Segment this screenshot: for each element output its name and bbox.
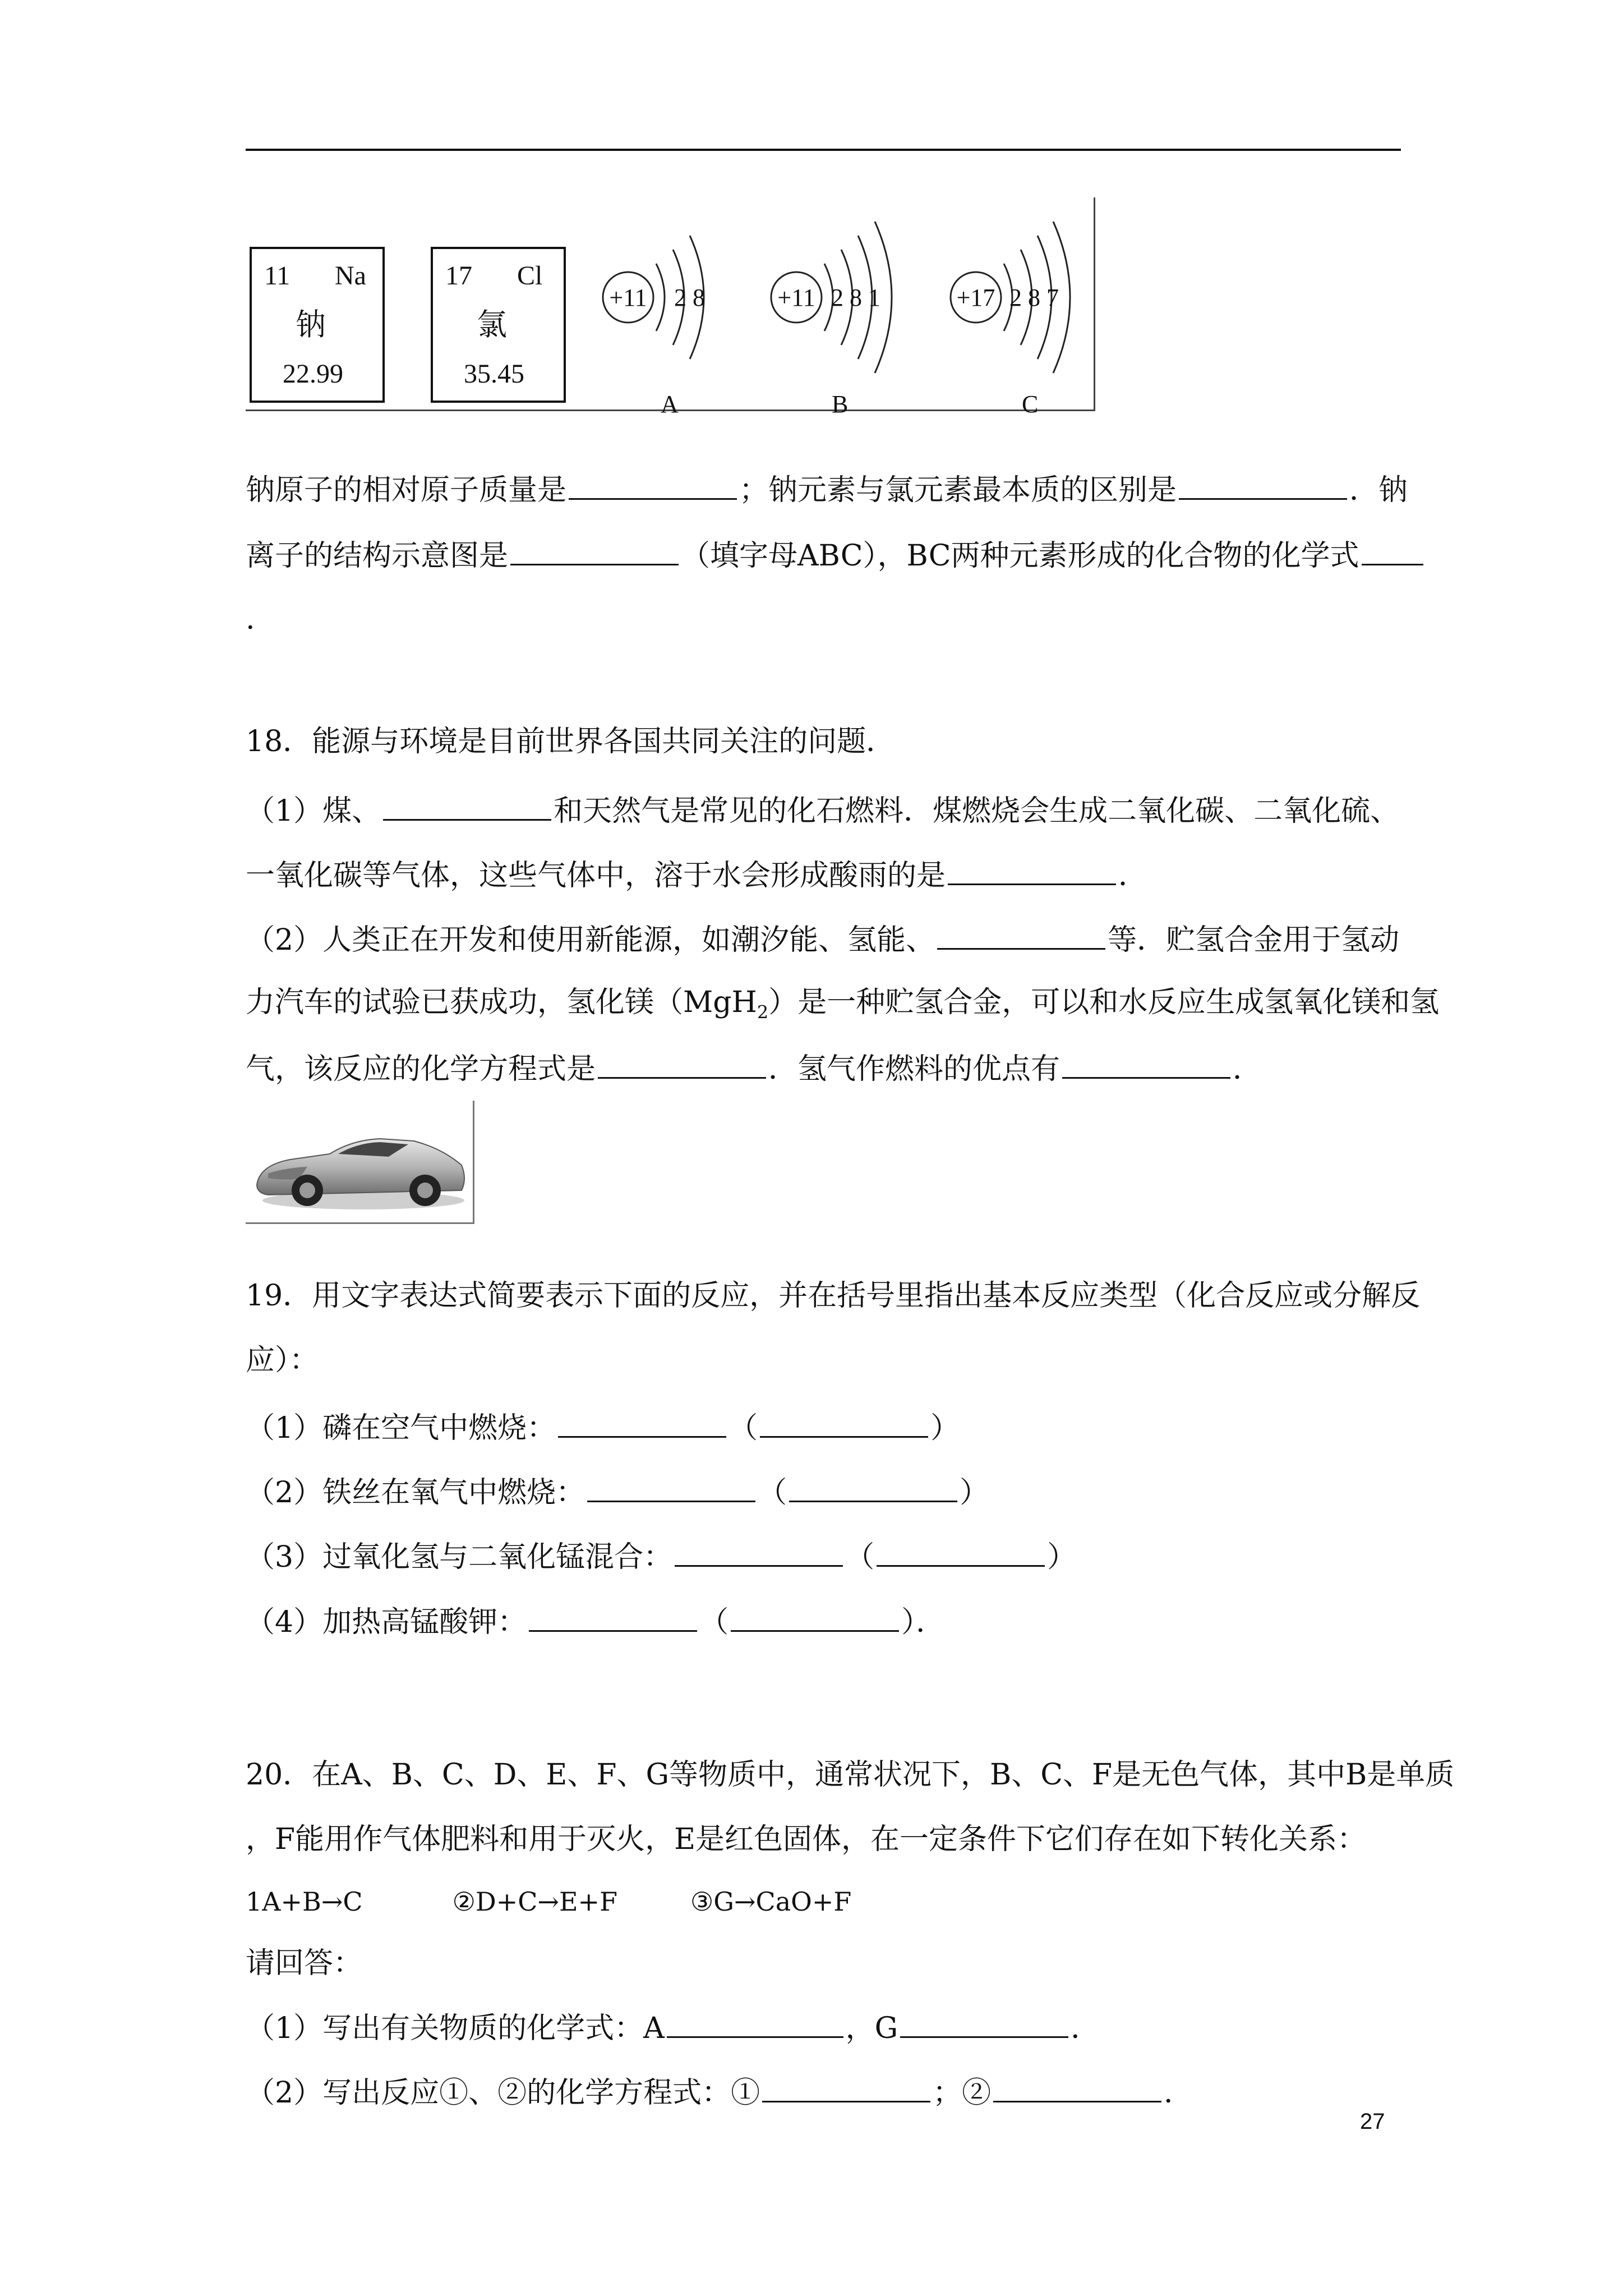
tile-cl-number: 17: [445, 261, 472, 291]
atom-b: [771, 222, 892, 418]
q18-line-5: [246, 1049, 1262, 1087]
answer-blank[interactable]: [877, 1537, 1045, 1567]
q20-part-2: [246, 2073, 1193, 2111]
left-paren: （: [845, 1540, 875, 1574]
q19-item-1-text: （1）磷在空气中燃烧：: [246, 1411, 556, 1445]
element-tile-na: [250, 247, 385, 403]
atom-c-label: C: [1022, 390, 1039, 418]
answer-blank[interactable]: [529, 1602, 697, 1632]
q19-item-4: [246, 1602, 945, 1640]
answer-blank[interactable]: [510, 536, 679, 565]
element-tile-cl: [431, 247, 566, 403]
atom-a-shells: 2 8: [674, 284, 705, 311]
atom-b-shells: 2 8 1: [831, 284, 880, 311]
answer-blank[interactable]: [667, 2008, 843, 2038]
q18-line-2: [246, 855, 1147, 894]
q17-text-3: .: [246, 602, 255, 636]
q18-text-2f: ．氢气作燃料的优点有: [768, 1052, 1061, 1086]
q18-text-2c: 力汽车的试验已获成功，氢化镁（MgH: [246, 986, 757, 1019]
left-paren: （: [758, 1476, 787, 1510]
q20-part-2b: ；②: [933, 2076, 992, 2110]
answer-blank[interactable]: [900, 2008, 1068, 2038]
atom-b-label: B: [832, 390, 849, 418]
q20-line-4: [246, 1945, 362, 1981]
q18-line-3: [246, 920, 1399, 958]
answer-blank[interactable]: [762, 2073, 930, 2102]
q17-text-2a: 离子的结构示意图是: [246, 539, 509, 573]
answer-blank[interactable]: [587, 1473, 755, 1502]
atom-a: [603, 236, 705, 418]
tile-cl-mass: 35.45: [464, 359, 524, 389]
answer-blank[interactable]: [948, 855, 1116, 885]
q19-title-text-a: 19．用文字表达式简要表示下面的反应，并在括号里指出基本反应类型（化合反应或分解反: [246, 1279, 1421, 1313]
answer-blank[interactable]: [558, 1408, 726, 1438]
q20-text-4: 请回答：: [246, 1947, 363, 1980]
reaction-3: ③G→CaO+F: [690, 1887, 852, 1917]
q18-text-1c: 一氧化碳等气体，这些气体中，溶于水会形成酸雨的是: [246, 859, 946, 892]
q19-item-3: [246, 1537, 1076, 1575]
q19-item-2-text: （2）铁丝在氧气中燃烧：: [246, 1476, 585, 1510]
q20-reactions: [246, 1884, 851, 1920]
q17-text-1c: ．钠: [1349, 473, 1408, 507]
q19-title-text-b: 应）：: [246, 1343, 319, 1377]
atom-c-nucleus: +17: [956, 284, 995, 311]
tile-na-symbol: Na: [335, 261, 366, 291]
atom-b-nucleus: +11: [777, 284, 815, 311]
answer-blank[interactable]: [1362, 536, 1423, 565]
reaction-2: ②D+C→E+F: [452, 1887, 618, 1917]
tile-na-name: 钠: [296, 308, 326, 342]
tile-na-mass: 22.99: [283, 359, 343, 389]
answer-blank[interactable]: [760, 1408, 928, 1438]
answer-blank[interactable]: [598, 1049, 766, 1079]
right-paren: ）: [1047, 1540, 1077, 1574]
q20-text-2: ，F能用作气体肥料和用于灭火，E是红色固体，在一定条件下它们存在如下转化关系：: [246, 1823, 1367, 1856]
q18-title: [246, 724, 895, 760]
q18-line-1: [246, 791, 1399, 829]
q20-part-1c: ．: [1071, 2012, 1100, 2045]
answer-blank[interactable]: [937, 920, 1105, 950]
tile-cl-name: 氯: [477, 308, 507, 342]
q20-part-1a: （1）写出有关物质的化学式：A: [246, 2012, 665, 2045]
mgh2-subscript: 2: [757, 1001, 769, 1023]
q19-title-a: [246, 1278, 1420, 1314]
answer-blank[interactable]: [675, 1537, 843, 1567]
page-number: 27: [1360, 2109, 1385, 2134]
q19-title-b: [246, 1342, 319, 1378]
q18-text-2g: ．: [1233, 1052, 1262, 1086]
q18-text-2a: （2）人类正在开发和使用新能源，如潮汐能、氢能、: [246, 923, 935, 957]
header-rule: [246, 149, 1401, 151]
q20-part-1: [246, 2008, 1100, 2046]
atom-c: [951, 222, 1070, 418]
reaction-1: 1A+B→C: [246, 1887, 363, 1917]
q20-part-2a: （2）写出反应①、②的化学方程式：①: [246, 2076, 760, 2110]
q17-line-2: [246, 536, 1426, 574]
tile-na-number: 11: [264, 261, 291, 291]
q19-item-1: [246, 1408, 960, 1446]
answer-blank[interactable]: [993, 2073, 1161, 2102]
q19-item-3-text: （3）过氧化氢与二氧化锰混合：: [246, 1540, 673, 1574]
q17-line-3: [246, 601, 255, 637]
q20-text-1: 20．在A、B、C、D、E、F、G等物质中，通常状况下，B、C、F是无色气体，其中B是单质: [246, 1758, 1455, 1792]
answer-blank[interactable]: [569, 470, 737, 500]
q17-text-2b: （填字母ABC），BC两种元素形成的化合物的化学式: [681, 539, 1359, 573]
tile-cl-symbol: Cl: [517, 261, 543, 291]
right-paren: ）: [930, 1411, 960, 1445]
q18-title-text: 18．能源与环境是目前世界各国共同关注的问题．: [246, 725, 896, 758]
q19-end: ．: [916, 1605, 946, 1639]
answer-blank[interactable]: [383, 791, 551, 821]
q18-line-4: [246, 984, 1439, 1030]
answer-blank[interactable]: [789, 1473, 957, 1502]
q19-item-4-text: （4）加热高锰酸钾：: [246, 1605, 527, 1639]
q20-part-2c: ．: [1164, 2076, 1193, 2110]
atom-a-label: A: [661, 390, 679, 418]
q17-text-1a: 钠原子的相对原子质量是: [246, 473, 567, 507]
q17-line-1: [246, 470, 1408, 508]
car-image: [246, 1101, 474, 1224]
answer-blank[interactable]: [731, 1602, 899, 1632]
right-paren: ）: [901, 1605, 916, 1639]
q18-text-2d: ）是一种贮氢合金，可以和水反应生成氢氧化镁和氢: [768, 986, 1440, 1019]
left-paren: （: [728, 1411, 758, 1445]
q20-line-1: [246, 1757, 1454, 1793]
answer-blank[interactable]: [1062, 1049, 1230, 1079]
q17-text-1b: ；钠元素与氯元素最本质的区别是: [739, 473, 1177, 507]
q18-text-1b: 和天然气是常见的化石燃料．煤燃烧会生成二氧化碳、二氧化硫、: [554, 794, 1400, 828]
answer-blank[interactable]: [1179, 470, 1347, 500]
q18-text-2b: 等．贮氢合金用于氢动: [1108, 923, 1400, 957]
q19-item-2: [246, 1473, 989, 1511]
right-paren: ）: [960, 1476, 989, 1510]
q18-text-1d: ．: [1118, 859, 1148, 892]
left-paren: （: [699, 1605, 729, 1639]
atom-diagrams: [589, 196, 1094, 421]
atom-c-shells: 2 8 7: [1009, 284, 1059, 311]
q18-text-1a: （1）煤、: [246, 794, 381, 828]
q18-text-2e: 气，该反应的化学方程式是: [246, 1052, 596, 1086]
atom-a-nucleus: +11: [609, 284, 647, 311]
q20-line-2: [246, 1821, 1366, 1857]
q20-part-1b: ，G: [845, 2012, 898, 2045]
